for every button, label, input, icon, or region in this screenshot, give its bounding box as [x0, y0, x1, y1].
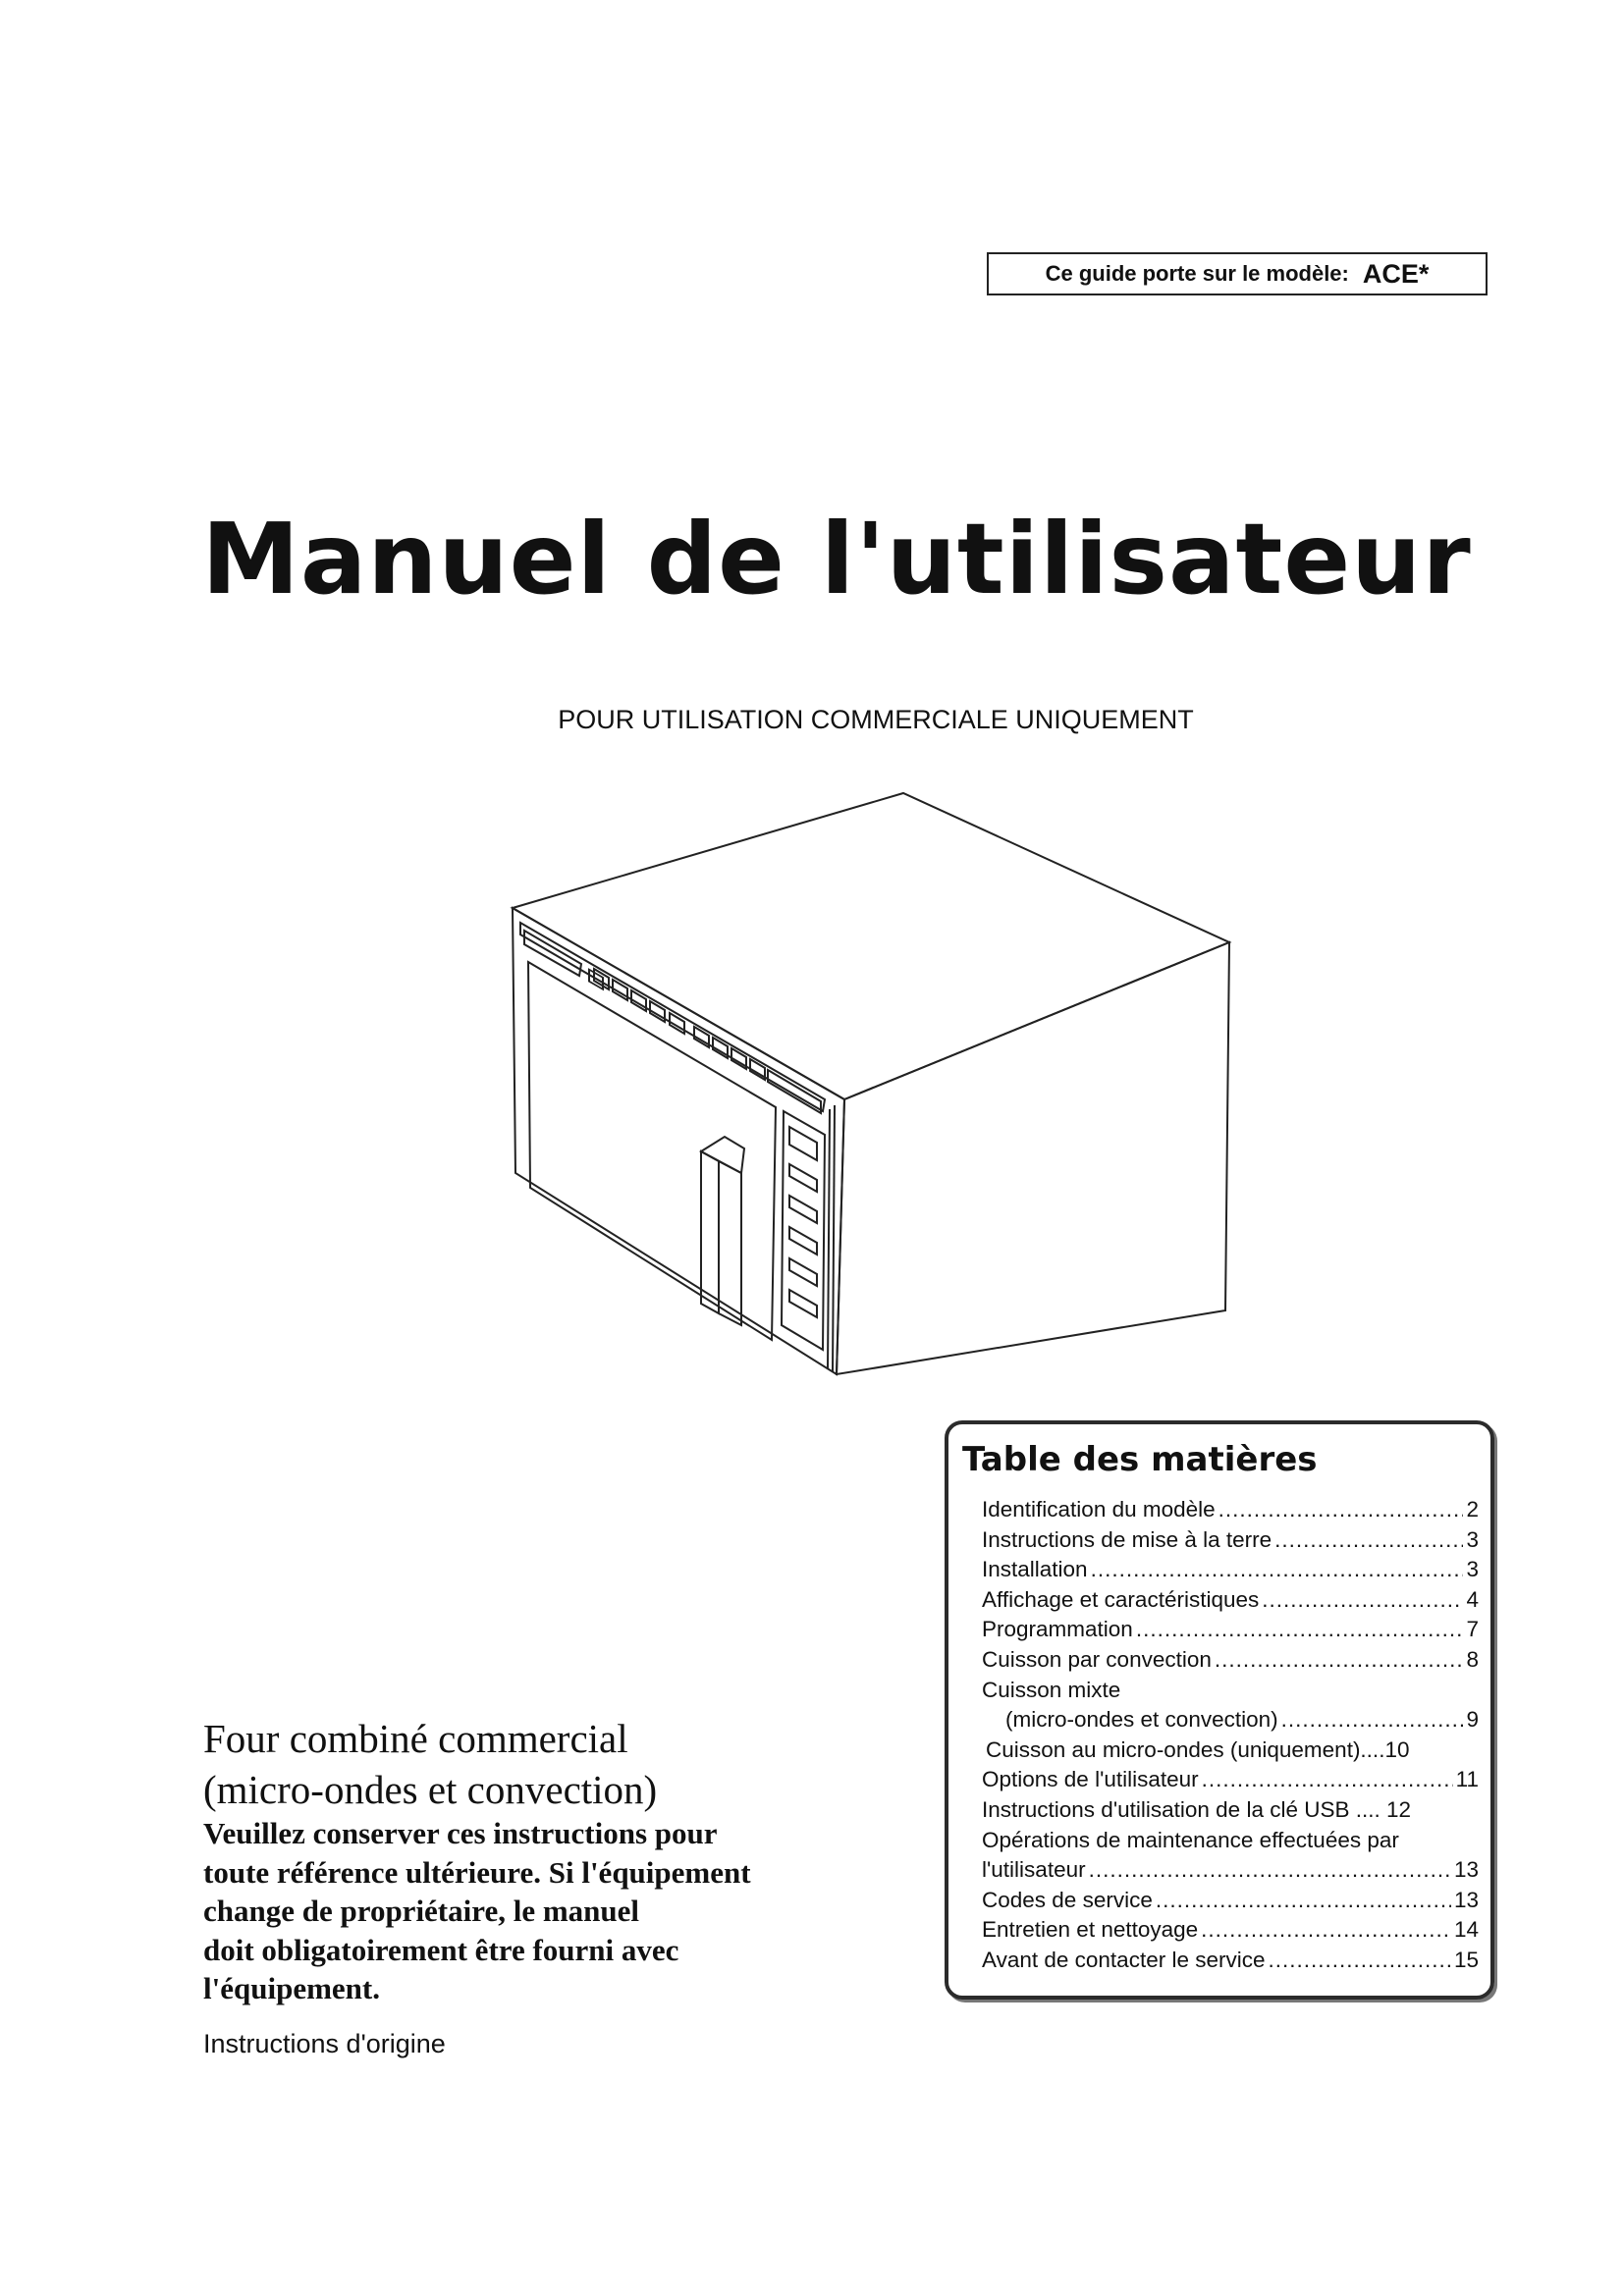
toc-item[interactable] — [982, 1705, 1479, 1735]
toc-item-page: 3 — [1466, 1526, 1479, 1552]
original-instructions-label: Instructions d'origine — [203, 2029, 446, 2058]
toc-item-page: 13 — [1453, 1857, 1479, 1883]
table-of-contents — [945, 1420, 1494, 2000]
toc-item-page: 4 — [1466, 1586, 1479, 1612]
toc-item-label: l'utilisateur — [982, 1857, 1086, 1883]
toc-item-label: Installation — [982, 1557, 1088, 1582]
keep-instructions-line: toute référence ultérieure. Si l'équipement — [203, 1854, 751, 1890]
oven-illustration — [491, 775, 1257, 1404]
toc-item-page: 14 — [1453, 1917, 1479, 1943]
toc-item-label: Instructions d'utilisation de la clé USB .... — [982, 1796, 1380, 1822]
toc-item-page: 2 — [1466, 1497, 1479, 1522]
toc-item-page: 13 — [1453, 1887, 1479, 1912]
model-code: ACE* — [1362, 258, 1430, 289]
toc-item-label: Entretien et nettoyage — [982, 1917, 1199, 1943]
keep-instructions-line: l'équipement. — [203, 1971, 380, 2005]
toc-item[interactable] — [982, 1615, 1479, 1645]
toc-item-label: Codes de service — [982, 1887, 1153, 1912]
toc-item[interactable] — [982, 1795, 1479, 1826]
toc-item[interactable] — [982, 1765, 1479, 1795]
keep-instructions-line: doit obligatoirement être fourni avec — [203, 1932, 679, 1967]
toc-item — [982, 1676, 1479, 1706]
toc-item-page: 9 — [1466, 1707, 1479, 1733]
toc-item-label: (micro-ondes et convection) — [1005, 1707, 1278, 1733]
toc-item-label: Cuisson au micro-ondes (uniquement).... — [986, 1736, 1385, 1762]
toc-item-label: Affichage et caractéristiques — [982, 1586, 1260, 1612]
model-notice-box — [987, 252, 1488, 295]
keep-instructions-notice — [203, 1814, 871, 2008]
toc-item-page: 3 — [1466, 1557, 1479, 1582]
model-notice-label: Ce guide porte sur le modèle: — [1045, 261, 1349, 286]
page-title: Manuel de l'utilisateur — [201, 502, 1472, 616]
toc-item[interactable] — [982, 1495, 1479, 1525]
toc-item-label: Avant de contacter le service — [982, 1947, 1266, 1972]
toc-item[interactable] — [982, 1555, 1479, 1585]
toc-item-label: Opérations de maintenance effectuées par — [982, 1827, 1399, 1852]
toc-item[interactable] — [982, 1886, 1479, 1916]
toc-item-page: 15 — [1453, 1947, 1479, 1972]
page-subtitle: POUR UTILISATION COMMERCIALE UNIQUEMENT — [558, 705, 1194, 734]
toc-item-page: 7 — [1466, 1617, 1479, 1642]
toc-item — [982, 1826, 1479, 1856]
toc-title: Table des matières — [962, 1440, 1318, 1479]
toc-item[interactable] — [982, 1915, 1479, 1946]
keep-instructions-line: change de propriétaire, le manuel — [203, 1894, 640, 1928]
keep-instructions-line: Veuillez conserver ces instructions pour — [203, 1816, 718, 1850]
product-name-line1: Four combiné commercial — [203, 1716, 628, 1761]
toc-list — [982, 1495, 1479, 1976]
toc-item[interactable] — [982, 1585, 1479, 1616]
toc-item-label: Instructions de mise à la terre — [982, 1526, 1272, 1552]
toc-item-label: Programmation — [982, 1617, 1133, 1642]
toc-item[interactable] — [982, 1735, 1479, 1766]
toc-item-label: Identification du modèle — [982, 1497, 1216, 1522]
toc-item[interactable] — [982, 1645, 1479, 1676]
toc-item-label: Options de l'utilisateur — [982, 1767, 1199, 1792]
product-name — [203, 1713, 657, 1815]
toc-item-label: Cuisson mixte — [982, 1677, 1121, 1702]
toc-item-page: 8 — [1466, 1646, 1479, 1672]
toc-item-page: 10 — [1384, 1736, 1410, 1762]
toc-item-label: Cuisson par convection — [982, 1646, 1212, 1672]
toc-item-page: 12 — [1386, 1796, 1412, 1822]
toc-item[interactable] — [982, 1946, 1479, 1976]
toc-item[interactable] — [982, 1855, 1479, 1886]
product-name-line2: (micro-ondes et convection) — [203, 1767, 658, 1812]
toc-item-page: 11 — [1455, 1767, 1479, 1792]
toc-item[interactable] — [982, 1525, 1479, 1556]
